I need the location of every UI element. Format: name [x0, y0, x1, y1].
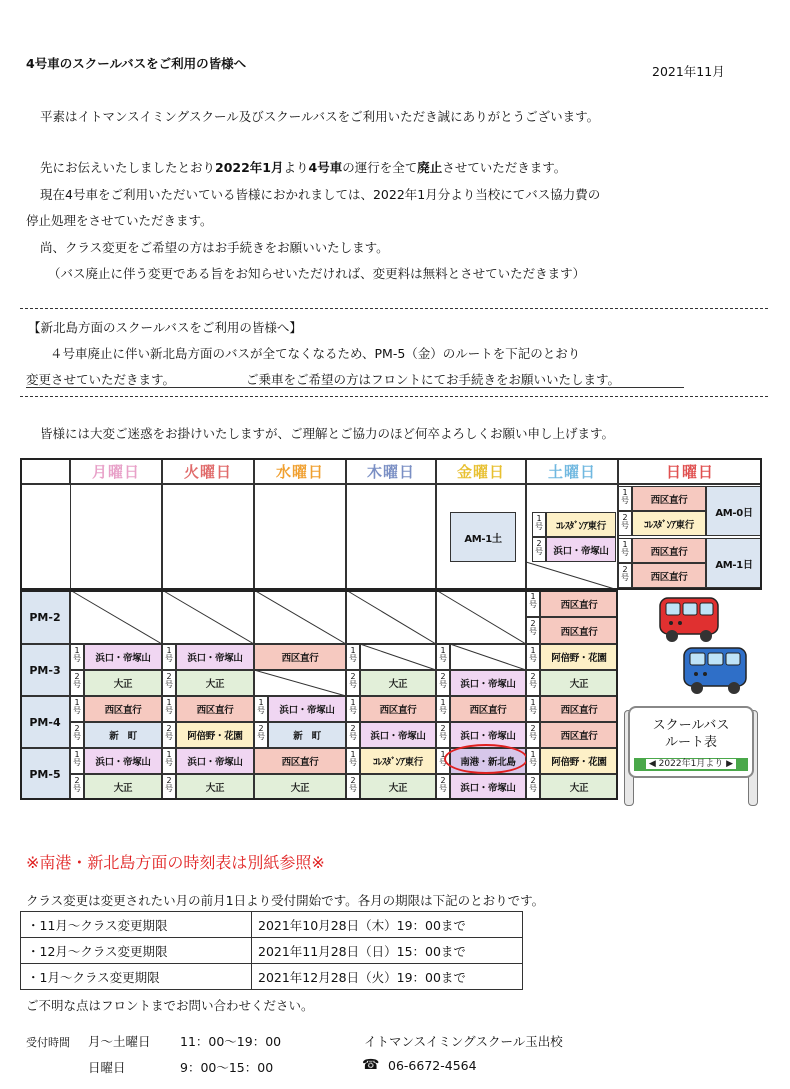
day-header-sat: 土曜日 — [526, 458, 618, 484]
route-pm4-thu-2: 浜口・帝塚山 — [360, 722, 436, 748]
weekday-label: 月～土曜日 — [88, 1034, 151, 1049]
bus-number: 1 号 — [70, 644, 84, 670]
bus-number: 1 号 — [346, 748, 360, 774]
route-pm3-wed-1: 西区直行 — [254, 644, 346, 670]
route-pm5-mon-2: 大正 — [84, 774, 162, 800]
route-sun-am1-1: 西区直行 — [632, 538, 706, 563]
table-row — [21, 964, 523, 990]
notice-line-3: 停止処理をさせていただきます。 — [26, 213, 213, 228]
bus-number: 2 号 — [526, 774, 540, 800]
bus-number: 2 号 — [618, 511, 632, 536]
bus-number: 1 号 — [346, 696, 360, 722]
class-change-text: クラス変更は変更されたい月の前月1日より受付開始です。各月の期限は下記のとおりです。 — [26, 893, 545, 908]
bus-number: 2 号 — [526, 670, 540, 696]
route-pm4-fri-2: 浜口・帝塚山 — [450, 722, 526, 748]
route-pm5-fri-1: 南港・新北島 — [450, 748, 526, 774]
phone-number: 06-6672-4564 — [388, 1058, 477, 1073]
am-cell — [346, 484, 436, 590]
bus-number: 2 号 — [436, 722, 450, 748]
sign-title-2: ルート表 — [664, 735, 717, 750]
intro-text: 平素はイトマンスイミングスクール及びスクールバスをご利用いただき誠にありがとうございます。 — [40, 109, 600, 124]
empty-slot-diagonal — [450, 644, 526, 670]
pm2-label: PM-2 — [20, 590, 70, 644]
weekday-time: 11：00～19：00 — [180, 1034, 282, 1049]
bus-timetable — [20, 458, 762, 800]
notice-line-2: 現在4号車をご利用いただいている皆様におかれましては、2022年1月分より当校にてバス協力費の — [40, 187, 601, 202]
route-sign — [622, 704, 760, 804]
route-pm3-sat-1: 阿倍野・花園 — [540, 644, 618, 670]
route-pm5-sat-1: 阿倍野・花園 — [540, 748, 618, 774]
phone-icon: ☎ — [362, 1057, 380, 1073]
pm4-label: PM-4 — [20, 696, 70, 748]
route-sat-pm2-2: 西区直行 — [540, 617, 618, 644]
bus-number: 2 号 — [254, 722, 268, 748]
deadline-label: ・11月～クラス変更期限 — [21, 912, 252, 938]
bus-number: 1 号 — [532, 512, 546, 537]
am-cell — [70, 484, 162, 590]
bus-number: 1 号 — [618, 538, 632, 563]
shinkita-line-2: 変更させていただきます。 — [26, 372, 176, 387]
route-pm3-thu-2: 大正 — [360, 670, 436, 696]
route-sun-am0-1: 西区直行 — [632, 486, 706, 511]
empty-slot-diagonal — [162, 590, 254, 644]
day-header-fri: 金曜日 — [436, 458, 526, 484]
route-pm4-sat-2: 西区直行 — [540, 722, 618, 748]
sign-date-bar — [634, 758, 748, 771]
notice-line-4: 尚、クラス変更をご希望の方はお手続きをお願いいたします。 — [40, 240, 389, 255]
day-header-wed: 水曜日 — [254, 458, 346, 484]
bus-number: 1 号 — [346, 644, 360, 670]
apology-text: 皆様には大変ご迷惑をお掛けいたしますが、ご理解とご協力のほど何卒よろしくお願い申し上げます。 — [40, 426, 615, 441]
route-sat-pm2-1: 西区直行 — [540, 590, 618, 617]
bus-number: 1 号 — [526, 644, 540, 670]
empty-slot-diagonal — [254, 590, 346, 644]
notice-line-1: 先にお伝えいたしましたとおり2022年1月より4号車の運行を全て廃止させていただきます。 — [40, 160, 567, 175]
bus-number: 1 号 — [436, 644, 450, 670]
route-pm4-wed-1: 浜口・帝塚山 — [268, 696, 346, 722]
route-pm3-sat-2: 大正 — [540, 670, 618, 696]
route-pm4-sat-1: 西区直行 — [540, 696, 618, 722]
underline — [26, 387, 684, 388]
route-pm4-fri-1: 西区直行 — [450, 696, 526, 722]
table-row — [21, 938, 523, 964]
pm5-label: PM-5 — [20, 748, 70, 800]
bus-number: 2 号 — [346, 722, 360, 748]
day-header-mon: 月曜日 — [70, 458, 162, 484]
route-pm4-tue-1: 西区直行 — [176, 696, 254, 722]
highlight-circle — [444, 744, 528, 774]
notice-line-5: （バス廃止に伴う変更である旨をお知らせいただければ、変更料は無料とさせていただきます） — [48, 266, 586, 281]
bus-number: 1 号 — [70, 696, 84, 722]
bus-number: 2 号 — [346, 774, 360, 800]
table-row — [21, 912, 523, 938]
route-pm5-tue-2: 大正 — [176, 774, 254, 800]
route-pm5-mon-1: 浜口・帝塚山 — [84, 748, 162, 774]
blue-bus-icon — [680, 644, 752, 696]
deadline-date: 2021年12月28日（火）19：00まで — [252, 964, 523, 990]
am0-sun-label: AM-0日 — [706, 486, 762, 536]
bus-number: 1 号 — [70, 748, 84, 774]
bus-number: 1 号 — [436, 696, 450, 722]
school-name: イトマンスイミングスクール玉出校 — [364, 1034, 563, 1049]
route-pm3-tue-1: 浜口・帝塚山 — [176, 644, 254, 670]
bus-number: 2 号 — [162, 774, 176, 800]
route-pm3-mon-1: 浜口・帝塚山 — [84, 644, 162, 670]
header-corner — [20, 458, 70, 484]
route-pm3-mon-2: 大正 — [84, 670, 162, 696]
deadline-date: 2021年10月28日（木）19：00まで — [252, 912, 523, 938]
bus-number: 1 号 — [526, 590, 540, 617]
shinkita-title: 【新北島方面のスクールバスをご利用の皆様へ】 — [28, 320, 302, 335]
shinkita-line-3: ご乗車をご希望の方はフロントにてお手続きをお願いいたします。 — [246, 372, 621, 387]
route-sun-am0-2: ｺﾚｽﾀﾞﾝｱ東行 — [632, 511, 706, 536]
bus-number: 1 号 — [436, 748, 450, 774]
am-cell — [162, 484, 254, 590]
hours-label: 受付時間 — [26, 1036, 70, 1049]
route-pm4-thu-1: 西区直行 — [360, 696, 436, 722]
bus-number: 1 号 — [162, 696, 176, 722]
am1-sat-label: AM-1土 — [450, 512, 516, 562]
empty-slot-diagonal — [526, 562, 618, 590]
route-pm5-fri-2: 浜口・帝塚山 — [450, 774, 526, 800]
bus-number: 1 号 — [526, 696, 540, 722]
am-cell — [254, 484, 346, 590]
bus-number: 2 号 — [162, 722, 176, 748]
deadline-table — [20, 911, 523, 990]
pm3-label: PM-3 — [20, 644, 70, 696]
am1-sun-label: AM-1日 — [706, 538, 762, 588]
letter-heading: 4号車のスクールバスをご利用の皆様へ — [26, 56, 247, 71]
deadline-label: ・1月～クラス変更期限 — [21, 964, 252, 990]
bus-number: 2 号 — [436, 670, 450, 696]
empty-slot-diagonal — [360, 644, 436, 670]
empty-slot-diagonal — [70, 590, 162, 644]
bus-number: 2 号 — [70, 774, 84, 800]
empty-slot-diagonal — [436, 590, 526, 644]
red-notice: ※南港・新北島方面の時刻表は別紙参照※ — [26, 853, 325, 872]
route-pm4-wed-2: 新 町 — [268, 722, 346, 748]
bus-number: 1 号 — [254, 696, 268, 722]
route-pm5-sat-2: 大正 — [540, 774, 618, 800]
bus-number: 2 号 — [526, 722, 540, 748]
bus-number: 1 号 — [526, 748, 540, 774]
bus-number: 1 号 — [618, 486, 632, 511]
day-header-sun: 日曜日 — [618, 458, 762, 484]
sunday-time: 9：00～15：00 — [180, 1060, 274, 1075]
letter-date: 2021年11月 — [652, 64, 725, 79]
route-pm5-thu-2: 大正 — [360, 774, 436, 800]
route-pm5-tue-1: 浜口・帝塚山 — [176, 748, 254, 774]
route-pm3-fri-2: 浜口・帝塚山 — [450, 670, 526, 696]
red-bus-icon — [656, 594, 724, 644]
day-header-thu: 木曜日 — [346, 458, 436, 484]
route-pm5-wed-1: 西区直行 — [254, 748, 346, 774]
bus-number: 2 号 — [70, 670, 84, 696]
route-sun-am1-2: 西区直行 — [632, 563, 706, 588]
bus-number: 2 号 — [346, 670, 360, 696]
route-pm3-tue-2: 大正 — [176, 670, 254, 696]
route-pm4-mon-2: 新 町 — [84, 722, 162, 748]
route-pm4-tue-2: 阿倍野・花園 — [176, 722, 254, 748]
contact-note: ご不明な点はフロントまでお問い合わせください。 — [26, 998, 314, 1013]
route-pm5-wed-2: 大正 — [254, 774, 346, 800]
bus-number: 2 号 — [526, 617, 540, 644]
sign-date: ◀ 2022年1月より ▶ — [646, 759, 736, 769]
bus-number: 2 号 — [436, 774, 450, 800]
bus-number: 2 号 — [618, 563, 632, 588]
sign-title-1: スクールバス — [652, 718, 730, 733]
route-sat-am1-1: ｺﾚｽﾀﾞﾝｱ東行 — [546, 512, 616, 537]
sunday-label: 日曜日 — [88, 1060, 126, 1075]
bus-number: 2 号 — [70, 722, 84, 748]
route-pm4-mon-1: 西区直行 — [84, 696, 162, 722]
empty-slot-diagonal — [346, 590, 436, 644]
route-pm5-thu-1: ｺﾚｽﾀﾞﾝｱ東行 — [360, 748, 436, 774]
bus-number: 1 号 — [162, 644, 176, 670]
bus-number: 2 号 — [162, 670, 176, 696]
deadline-date: 2021年11月28日（日）15：00まで — [252, 938, 523, 964]
route-sat-am1-2: 浜口・帝塚山 — [546, 537, 616, 562]
shinkita-line-1: ４号車廃止に伴い新北島方面のバスが全てなくなるため、PM-5（金）のルートを下記のとおり — [50, 346, 581, 361]
bus-number: 2 号 — [532, 537, 546, 562]
empty-slot-diagonal — [254, 670, 346, 696]
day-header-tue: 火曜日 — [162, 458, 254, 484]
dashed-divider — [20, 396, 768, 397]
bus-number: 1 号 — [162, 748, 176, 774]
dashed-divider — [20, 308, 768, 309]
sign-board — [628, 706, 754, 778]
deadline-label: ・12月～クラス変更期限 — [21, 938, 252, 964]
